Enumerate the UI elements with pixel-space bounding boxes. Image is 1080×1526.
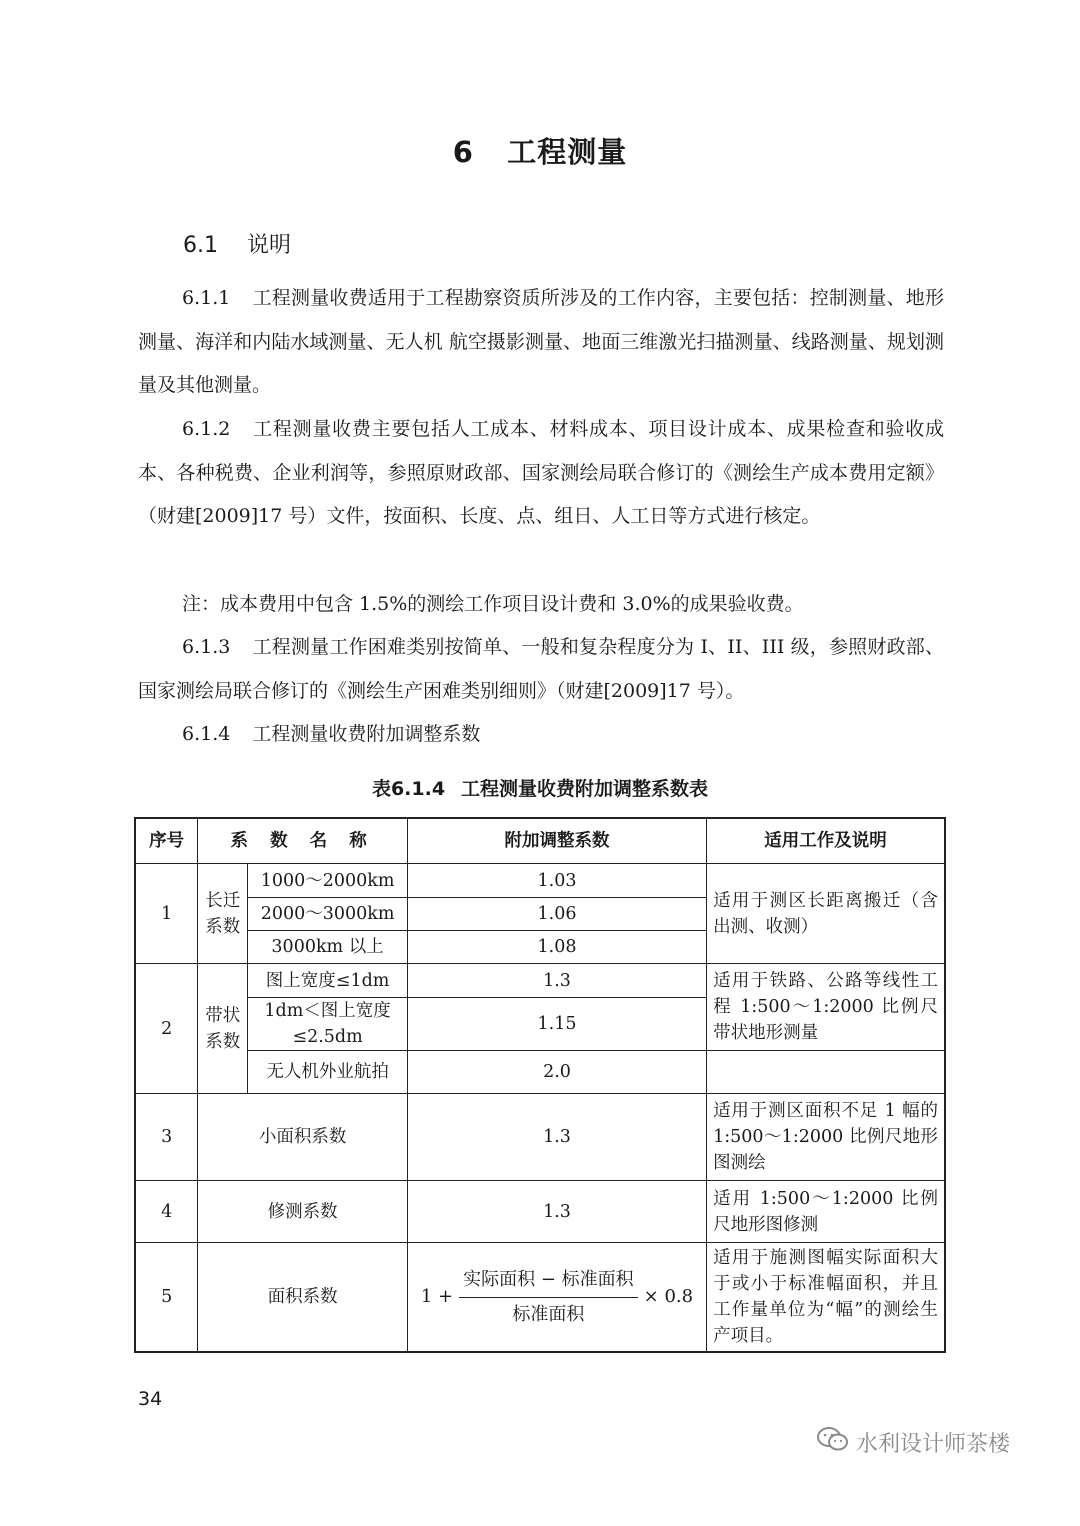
paragraph-number: 6.1.1 bbox=[182, 287, 231, 309]
table-row bbox=[135, 1051, 945, 1094]
paragraph-text: 工程测量工作困难类别按简单、一般和复杂程度分为 I、II、III 级，参照财政部、国家测绘局联合修订的《测绘生产困难类别细则》（财建[2009]17 号）。 bbox=[138, 636, 944, 702]
paragraph-number: 6.1.4 bbox=[182, 723, 231, 745]
chapter-number: 6 bbox=[452, 135, 474, 169]
header-index: 序号 bbox=[135, 818, 198, 864]
formula-prefix: 1 + bbox=[420, 1286, 454, 1307]
cell-desc-empty bbox=[707, 1051, 945, 1094]
formula-suffix: × 0.8 bbox=[643, 1286, 694, 1307]
header-desc: 适用工作及说明 bbox=[707, 818, 945, 864]
note-text: 注：成本费用中包含 1.5%的测绘工作项目设计费和 3.0%的成果验收费。 bbox=[182, 593, 804, 615]
wechat-icon bbox=[816, 1426, 850, 1458]
cell-value: 1.15 bbox=[407, 998, 706, 1051]
paragraph-text: 工程测量收费适用于工程勘察资质所涉及的工作内容，主要包括：控制测量、地形测量、海洋和内陆水域测量、无人机 航空摄影测量、地面三维激光扫描测量、线路测量、规划测量及其他测量。 bbox=[138, 287, 944, 396]
cell-index: 4 bbox=[135, 1181, 198, 1243]
cell-value: 1.06 bbox=[407, 898, 706, 931]
paragraph-6-1-1 bbox=[138, 277, 944, 408]
cell-desc: 适用于测区面积不足 1 幅的 1:500～1:2000 比例尺地形图测绘 bbox=[707, 1094, 945, 1181]
cell-desc: 适用于施测图幅实际面积大于或小于标准幅面积，并且工作量单位为“幅”的测绘生产项目。 bbox=[707, 1243, 945, 1353]
cell-formula bbox=[407, 1243, 706, 1353]
chapter-title-text: 工程测量 bbox=[507, 135, 628, 169]
table-row bbox=[135, 1181, 945, 1243]
watermark bbox=[816, 1426, 1010, 1458]
table-caption bbox=[0, 774, 1080, 801]
table-row bbox=[135, 964, 945, 998]
cell-value: 1.3 bbox=[407, 964, 706, 998]
section-title bbox=[183, 228, 291, 259]
table-caption-title: 工程测量收费附加调整系数表 bbox=[461, 778, 709, 800]
table-header-row bbox=[135, 818, 945, 864]
table-row bbox=[135, 864, 945, 898]
cell-value: 1.08 bbox=[407, 931, 706, 964]
cell-index: 3 bbox=[135, 1094, 198, 1181]
paragraph-text: 工程测量收费主要包括人工成本、材料成本、项目设计成本、成果检查和验收成本、各种税费、企业利润等，参照原财政部、国家测绘局联合修订的《测绘生产成本费用定额》（财建[2009]17 号）文件，按面积、长度、点、组日、人工日等方式进行核定。 bbox=[138, 418, 944, 527]
cell-name: 面积系数 bbox=[198, 1243, 408, 1353]
cell-value: 1.03 bbox=[407, 864, 706, 898]
paragraph-number: 6.1.2 bbox=[182, 418, 231, 440]
table-row bbox=[135, 1243, 945, 1353]
section-title-text: 说明 bbox=[247, 233, 292, 258]
table-caption-number: 表6.1.4 bbox=[371, 778, 446, 800]
header-name: 系 数 名 称 bbox=[198, 818, 408, 864]
cell-name: 修测系数 bbox=[198, 1181, 408, 1243]
cell-name: 小面积系数 bbox=[198, 1094, 408, 1181]
formula-numerator: 实际面积 − 标准面积 bbox=[459, 1267, 638, 1298]
paragraph-note bbox=[138, 583, 944, 627]
cell-value: 1.3 bbox=[407, 1181, 706, 1243]
cell-sub: 2000～3000km bbox=[248, 898, 408, 931]
cell-desc: 适用于铁路、公路等线性工程 1:500～1:2000 比例尺带状地形测量 bbox=[707, 964, 945, 1051]
cell-sub: 无人机外业航拍 bbox=[248, 1051, 408, 1094]
cell-index: 1 bbox=[135, 864, 198, 964]
cell-name: 带状系数 bbox=[198, 964, 248, 1094]
paragraph-6-1-2 bbox=[138, 408, 944, 539]
cell-sub: 图上宽度≤1dm bbox=[248, 964, 408, 998]
section-number: 6.1 bbox=[183, 233, 218, 258]
cell-sub: 1dm＜图上宽度≤2.5dm bbox=[248, 998, 408, 1051]
cell-desc: 适用 1:500～1:2000 比例尺地形图修测 bbox=[707, 1181, 945, 1243]
formula-denominator: 标准面积 bbox=[512, 1303, 585, 1325]
cell-index: 5 bbox=[135, 1243, 198, 1353]
cell-name: 长迁系数 bbox=[198, 864, 248, 964]
cell-value: 2.0 bbox=[407, 1051, 706, 1094]
cell-sub: 1000～2000km bbox=[248, 864, 408, 898]
paragraph-text: 工程测量收费附加调整系数 bbox=[252, 723, 481, 745]
cell-sub: 3000km 以上 bbox=[248, 931, 408, 964]
cell-desc: 适用于测区长距离搬迁（含出测、收测） bbox=[707, 864, 945, 964]
cell-value: 1.3 bbox=[407, 1094, 706, 1181]
table-row bbox=[135, 1094, 945, 1181]
paragraph-number: 6.1.3 bbox=[182, 636, 231, 658]
cell-index: 2 bbox=[135, 964, 198, 1094]
paragraph-6-1-3 bbox=[138, 626, 944, 713]
coefficient-table bbox=[134, 817, 946, 1353]
paragraph-6-1-4 bbox=[138, 713, 944, 757]
page-number: 34 bbox=[138, 1388, 163, 1410]
area-coefficient-formula bbox=[421, 1267, 693, 1328]
watermark-text: 水利设计师茶楼 bbox=[856, 1431, 1011, 1457]
chapter-title bbox=[0, 130, 1080, 171]
formula-fraction bbox=[459, 1267, 638, 1328]
header-value: 附加调整系数 bbox=[407, 818, 706, 864]
